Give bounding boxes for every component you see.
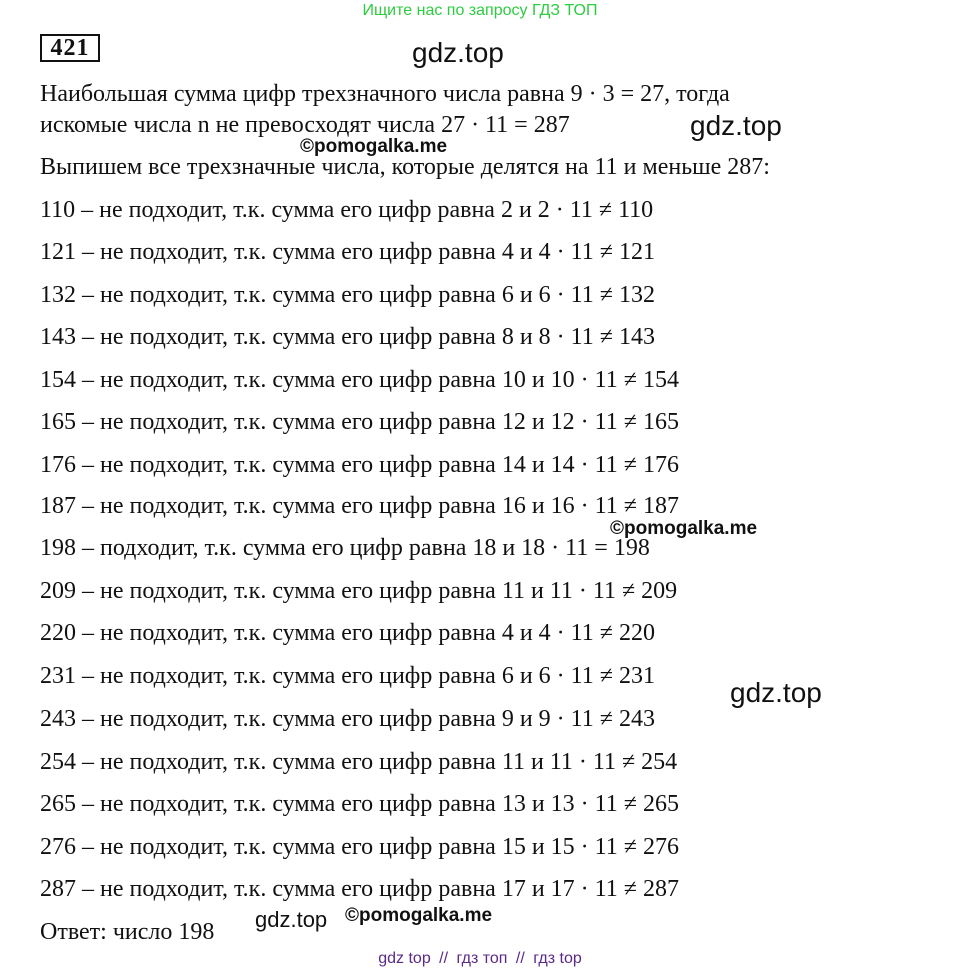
watermark-gdz: gdz.top [730,677,822,708]
list-item: 176 – не подходит, т.к. сумма его цифр равна 14 и 14 · 11 ≠ 176 [40,452,679,478]
list-item: 154 – не подходит, т.к. сумма его цифр равна 10 и 10 · 11 ≠ 154 [40,367,679,393]
watermark-gdz: gdz.top [690,110,782,141]
watermark-pomogalka: ©pomogalka.me [300,136,448,157]
watermark-pomogalka: ©pomogalka.me [345,905,493,926]
list-item: 187 – не подходит, т.к. сумма его цифр равна 16 и 16 · 11 ≠ 187 [40,493,679,519]
list-item: 110 – не подходит, т.к. сумма его цифр равна 2 и 2 · 11 ≠ 110 [40,197,654,223]
watermark-gdz: gdz.top [412,37,504,68]
footer-link-gdz-top[interactable]: gdz top [378,950,431,967]
list-item: 265 – не подходит, т.к. сумма его цифр равна 13 и 13 · 11 ≠ 265 [40,791,679,817]
list-item: 121 – не подходит, т.к. сумма его цифр равна 4 и 4 · 11 ≠ 121 [40,239,655,265]
watermark-pomogalka: ©pomogalka.me [610,518,758,539]
footer-link-gdz-top-ru[interactable]: гдз топ [456,950,508,967]
list-item: 198 – подходит, т.к. сумма его цифр равна 18 и 18 · 11 = 198 [40,535,650,561]
footer-links [0,950,960,968]
list-item: 254 – не подходит, т.к. сумма его цифр равна 11 и 11 · 11 ≠ 254 [40,749,678,775]
search-banner: Ищите нас по запросу ГДЗ ТОП [362,2,598,19]
footer-link-gdz-top-mixed[interactable]: гдз top [533,950,582,967]
list-item: 132 – не подходит, т.к. сумма его цифр равна 6 и 6 · 11 ≠ 132 [40,282,655,308]
footer-separator: // [515,950,525,967]
footer-separator: // [439,950,449,967]
list-item: 231 – не подходит, т.к. сумма его цифр равна 6 и 6 · 11 ≠ 231 [40,663,655,689]
list-item: 143 – не подходит, т.к. сумма его цифр равна 8 и 8 · 11 ≠ 143 [40,324,655,350]
answer: Ответ: число 198 [40,919,215,945]
watermark-gdz: gdz.top [255,907,328,932]
list-item: 209 – не подходит, т.к. сумма его цифр равна 11 и 11 · 11 ≠ 209 [40,578,678,604]
intro-line-2: искомые числа n не превосходят числа 27 · 11 = 287 [40,112,570,138]
intro-line-1: Наибольшая сумма цифр трехзначного числа равна 9 · 3 = 27, тогда [40,81,730,107]
list-item: 276 – не подходит, т.к. сумма его цифр равна 15 и 15 · 11 ≠ 276 [40,834,679,860]
problem-number: 421 [40,34,100,62]
list-item: 243 – не подходит, т.к. сумма его цифр равна 9 и 9 · 11 ≠ 243 [40,706,655,732]
list-item: 287 – не подходит, т.к. сумма его цифр равна 17 и 17 · 11 ≠ 287 [40,876,679,902]
list-item: 165 – не подходит, т.к. сумма его цифр равна 12 и 12 · 11 ≠ 165 [40,409,679,435]
list-intro: Выпишем все трехзначные числа, которые делятся на 11 и меньше 287: [40,154,770,180]
list-item: 220 – не подходит, т.к. сумма его цифр равна 4 и 4 · 11 ≠ 220 [40,620,655,646]
